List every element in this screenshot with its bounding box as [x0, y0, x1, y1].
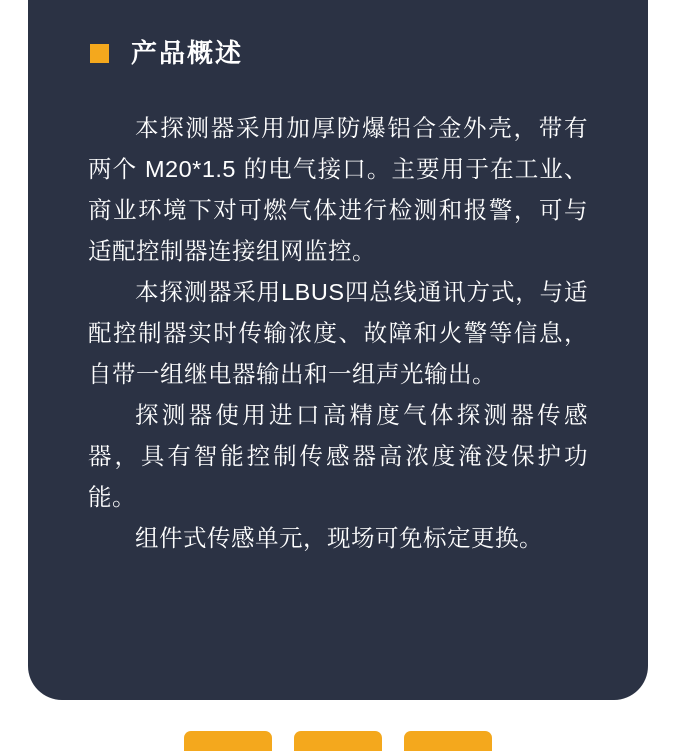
section-heading: [90, 40, 243, 66]
footer-tab[interactable]: [184, 731, 272, 751]
footer-tab[interactable]: [404, 731, 492, 751]
page-title: 产品概述: [131, 38, 244, 68]
paragraph: 探测器使用进口高精度气体探测器传感器，具有智能控制传感器高浓度淹没保护功能。: [88, 402, 588, 510]
paragraph: 组件式传感单元，现场可免标定更换。: [135, 525, 543, 551]
content-card: [28, 0, 648, 700]
body-text: [88, 108, 588, 559]
square-bullet-icon: [90, 44, 109, 63]
footer-tab-bar: [0, 731, 676, 751]
footer-tab[interactable]: [294, 731, 382, 751]
paragraph: 本探测器采用LBUS四总线通讯方式，与适配控制器实时传输浓度、故障和火警等信息，自带一组继电器输出和一组声光输出。: [88, 279, 588, 387]
paragraph: 本探测器采用加厚防爆铝合金外壳，带有两个 M20*1.5 的电气接口。主要用于在工业、商业环境下对可燃气体进行检测和报警，可与适配控制器连接组网监控。: [88, 115, 588, 264]
